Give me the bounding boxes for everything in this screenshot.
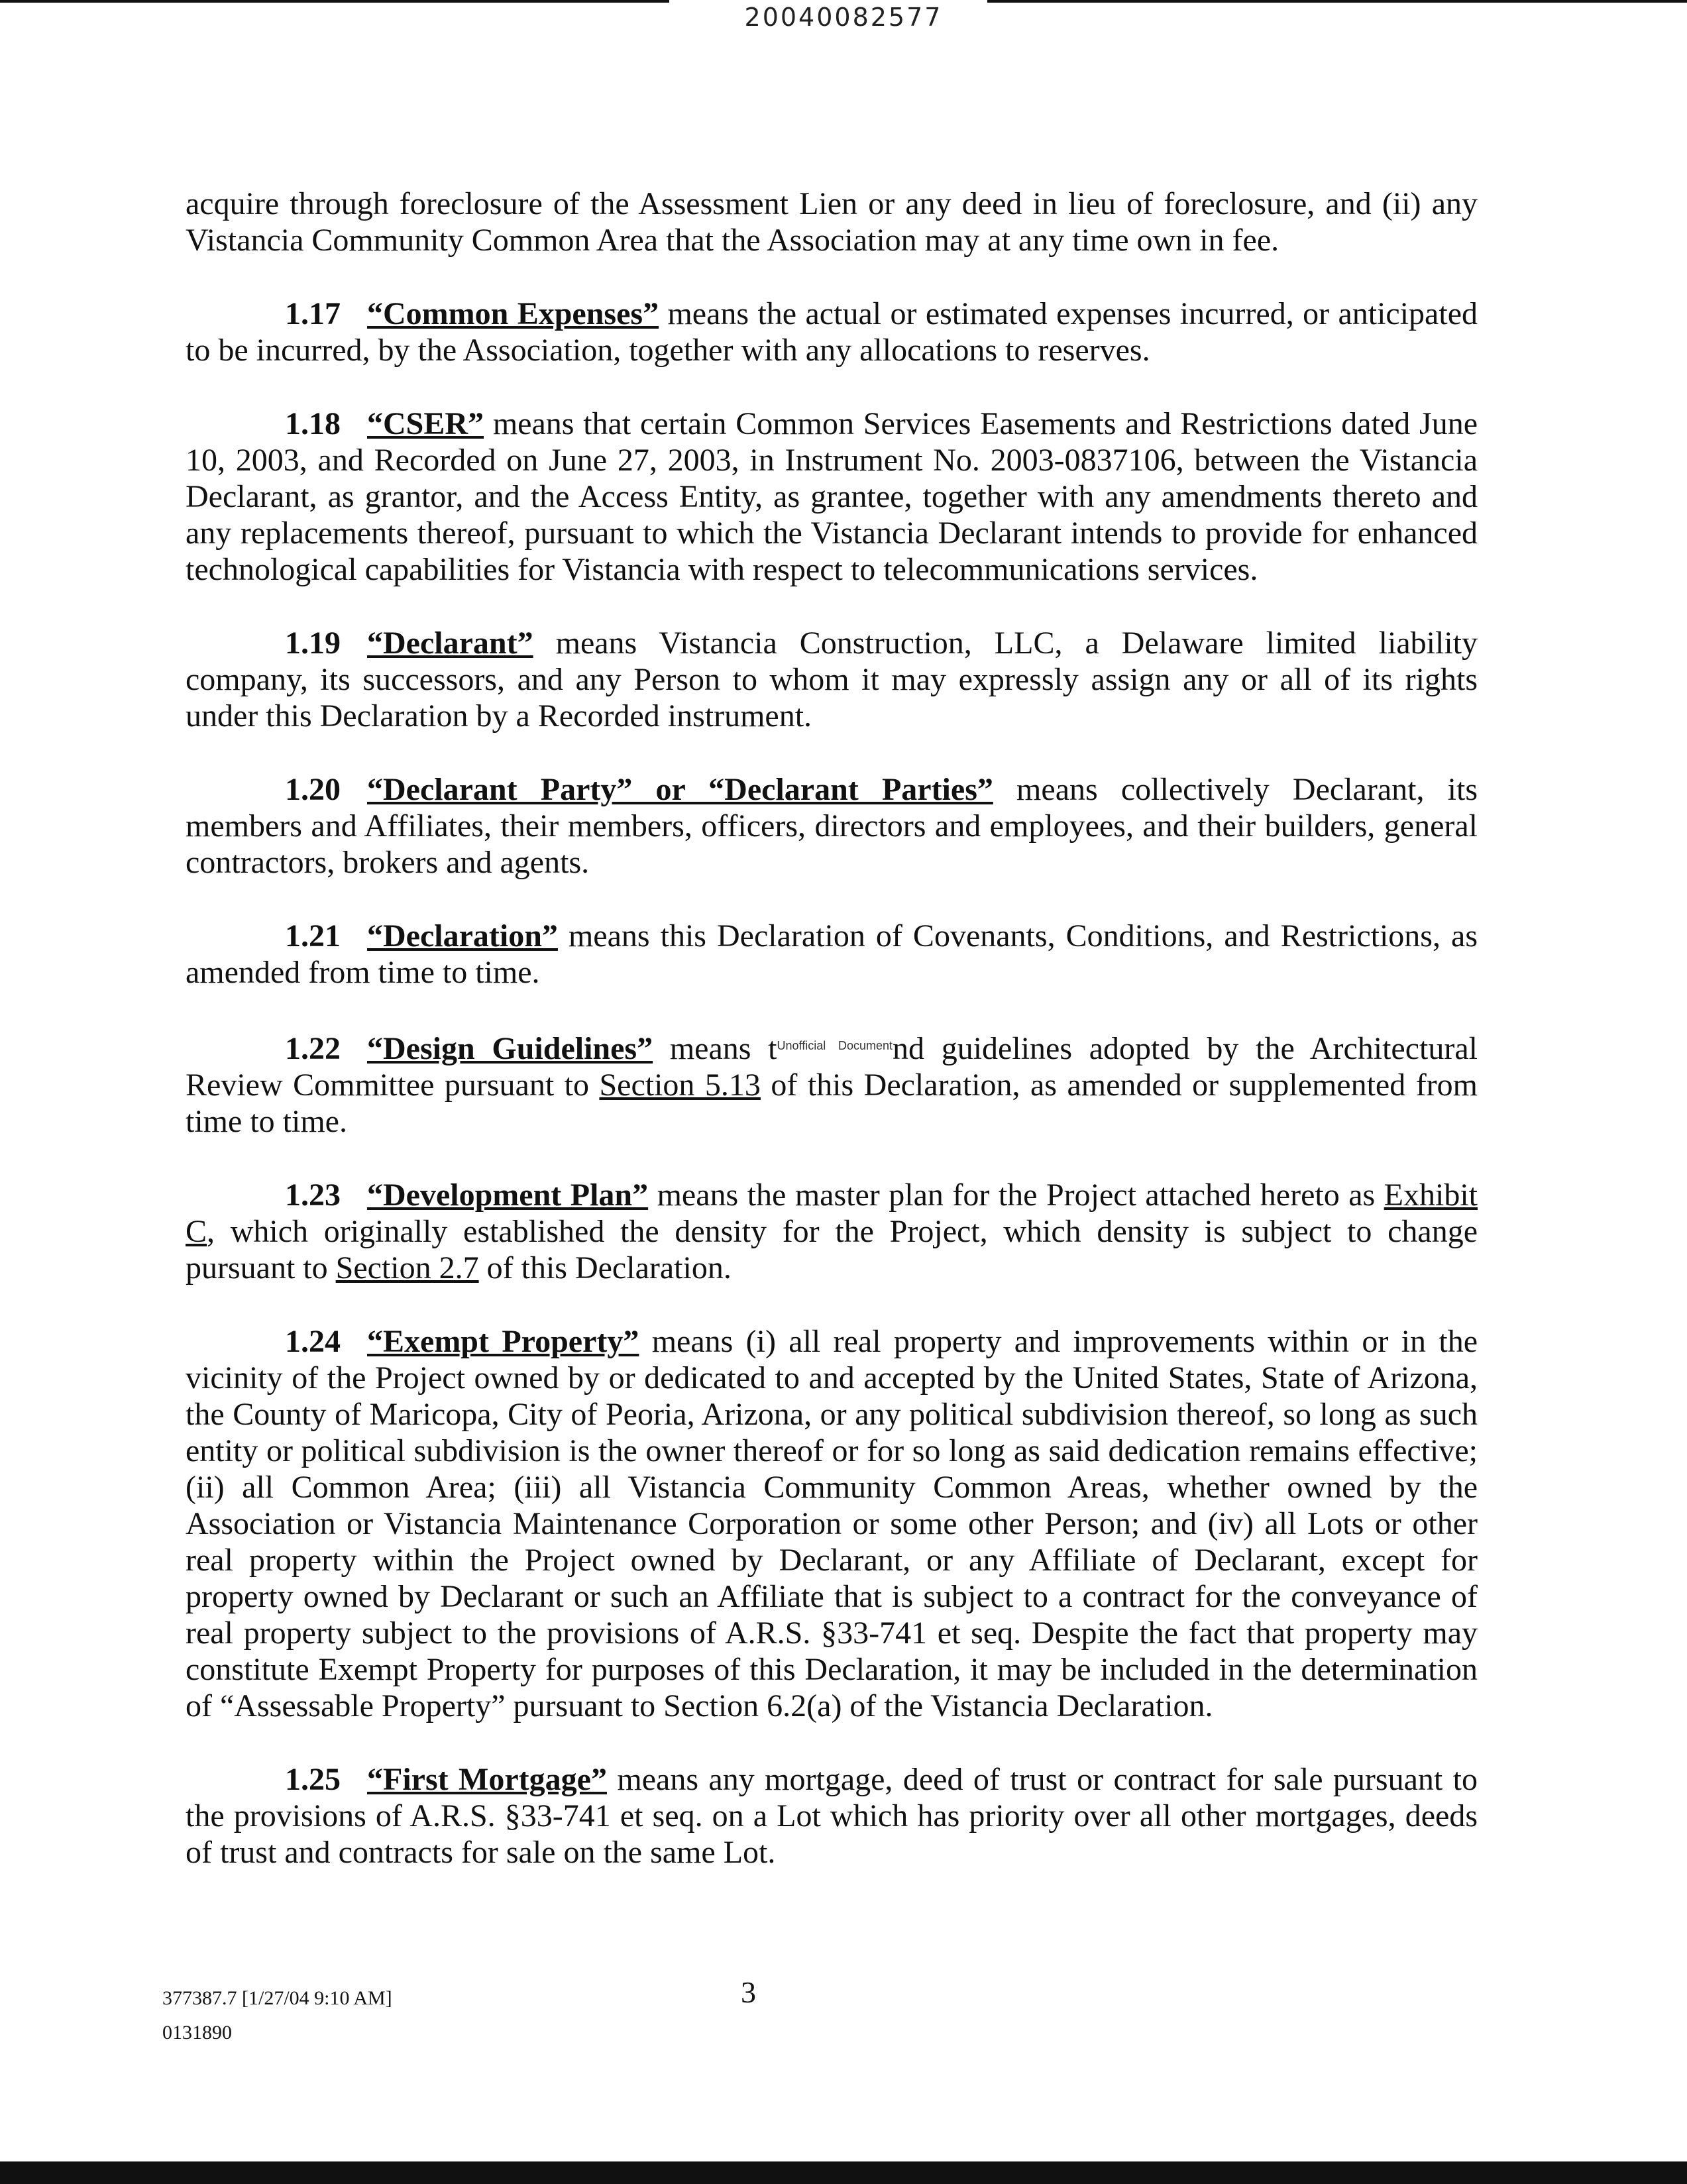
section-1-19 <box>186 625 1478 734</box>
document-reference: 377387.7 [1/27/04 9:10 AM] <box>162 1987 392 2009</box>
section-number: 1.25 <box>285 1762 341 1797</box>
definition-text: nd guidelines adopted by the Architectural Review Committee pursuant to <box>186 1031 1478 1103</box>
defined-term: “Development Plan” <box>367 1177 649 1213</box>
definition-text: means that certain Common Services Easements and Restrictions dated June 10, 2003, and Recorded on June 27, 2003, in Instrument No. 2003-0837106, between the Vistancia Declarant, as grantor, and the Access Entity, as grantee, together with any amendments thereto and any replacements thereof, pursuant to which the Vistancia Declarant intends to provide for enhanced technological capabilities for Vistancia with respect to telecommunications services. <box>186 406 1478 587</box>
definition-text: means the master plan for the Project attached hereto as <box>648 1177 1384 1213</box>
client-number: 0131890 <box>162 2022 232 2044</box>
footer-metadata <box>162 1981 392 2050</box>
section-number: 1.24 <box>285 1324 341 1359</box>
section-1-18 <box>186 406 1478 588</box>
section-number: 1.17 <box>285 296 341 331</box>
definition-text: means collectively Declarant, its members and Affiliates, their members, officers, directors and employees, and their builders, general contractors, brokers and agents. <box>186 772 1478 880</box>
recording-number: 20040082577 <box>744 3 943 32</box>
page-number: 3 <box>741 1975 756 2009</box>
defined-term: “First Mortgage” <box>367 1762 607 1797</box>
definition-text: means this Declaration of Covenants, Conditions, and Restrictions, as amended from time to time. <box>186 918 1478 990</box>
defined-term: “Declarant” <box>367 626 533 661</box>
section-number: 1.21 <box>285 918 341 954</box>
definition-text: means the actual or estimated expenses incurred, or anticipated to be incurred, by the Association, together with any allocations to reserves. <box>186 296 1478 368</box>
section-1-25 <box>186 1761 1478 1871</box>
intro-paragraph: acquire through foreclosure of the Assessment Lien or any deed in lieu of foreclosure, and (ii) any Vistancia Community Common Area that the Association may at any time own in fee. <box>186 186 1478 258</box>
section-1-24 <box>186 1323 1478 1724</box>
section-1-17 <box>186 296 1478 368</box>
definition-text: of this Declaration, as amended or supplemented from time to time. <box>186 1067 1478 1139</box>
section-1-21 <box>186 918 1478 991</box>
section-number: 1.23 <box>285 1177 341 1213</box>
section-reference-link: Section 5.13 <box>599 1067 761 1103</box>
defined-term: “Declaration” <box>367 918 558 954</box>
defined-term: “Design Guidelines” <box>367 1031 653 1066</box>
defined-term: “Declarant Party” or “Declarant Parties” <box>367 772 993 807</box>
exhibit-reference: Exhibit C <box>186 1177 1478 1249</box>
unofficial-document-watermark: Unofficial Document <box>777 1039 893 1052</box>
bottom-scan-border <box>0 2161 1687 2184</box>
document-body <box>186 186 1478 1908</box>
section-1-22 <box>186 1028 1478 1140</box>
definition-text: means any mortgage, deed of trust or contract for sale pursuant to the provisions of A.R.S. §33-741 et seq. on a Lot which has priority over all other mortgages, deeds of trust and contracts for sale on the same Lot. <box>186 1762 1478 1870</box>
definition-text: means Vistancia Construction, LLC, a Delaware limited liability company, its successors, and any Person to whom it may expressly assign any or all of its rights under this Declaration by a Recorded instrument. <box>186 626 1478 734</box>
definition-text: means (i) all real property and improvements within or in the vicinity of the Project owned by or dedicated to and accepted by the United States, State of Arizona, the County of Maricopa, City of Peoria, Arizona, or any political subdivision thereof, so long as such entity or political subdivision is the owner thereof or for so long as said dedication remains effective; (ii) all Common Area; (iii) all Vistancia Community Common Areas, whether owned by the Association or Vistancia Maintenance Corporation or some other Person; and (iv) all Lots or other real property within the Project owned by Declarant, or any Affiliate of Declarant, except for property owned by Declarant or such an Affiliate that is subject to a contract for the conveyance of real property subject to the provisions of A.R.S. §33-741 et seq. Despite the fact that property may constitute Exempt Property for purposes of this Declaration, it may be included in the determination of “Assessable Property” pursuant to Section 6.2(a) of the Vistancia Declaration. <box>186 1324 1478 1723</box>
definition-text: means t <box>653 1031 777 1066</box>
section-number: 1.22 <box>285 1031 341 1066</box>
defined-term: “CSER” <box>367 406 484 441</box>
section-reference: Section 2.7 <box>335 1250 479 1285</box>
section-number: 1.19 <box>285 626 341 661</box>
section-number: 1.18 <box>285 406 341 441</box>
definition-text: of this Declaration. <box>478 1250 732 1285</box>
section-1-20 <box>186 771 1478 881</box>
definition-text: , which originally established the density for the Project, which density is subject to change pursuant to <box>186 1214 1478 1285</box>
defined-term: “Common Expenses” <box>367 296 659 331</box>
section-number: 1.20 <box>285 772 341 807</box>
section-1-23 <box>186 1177 1478 1286</box>
defined-term: “Exempt Property” <box>367 1324 639 1359</box>
